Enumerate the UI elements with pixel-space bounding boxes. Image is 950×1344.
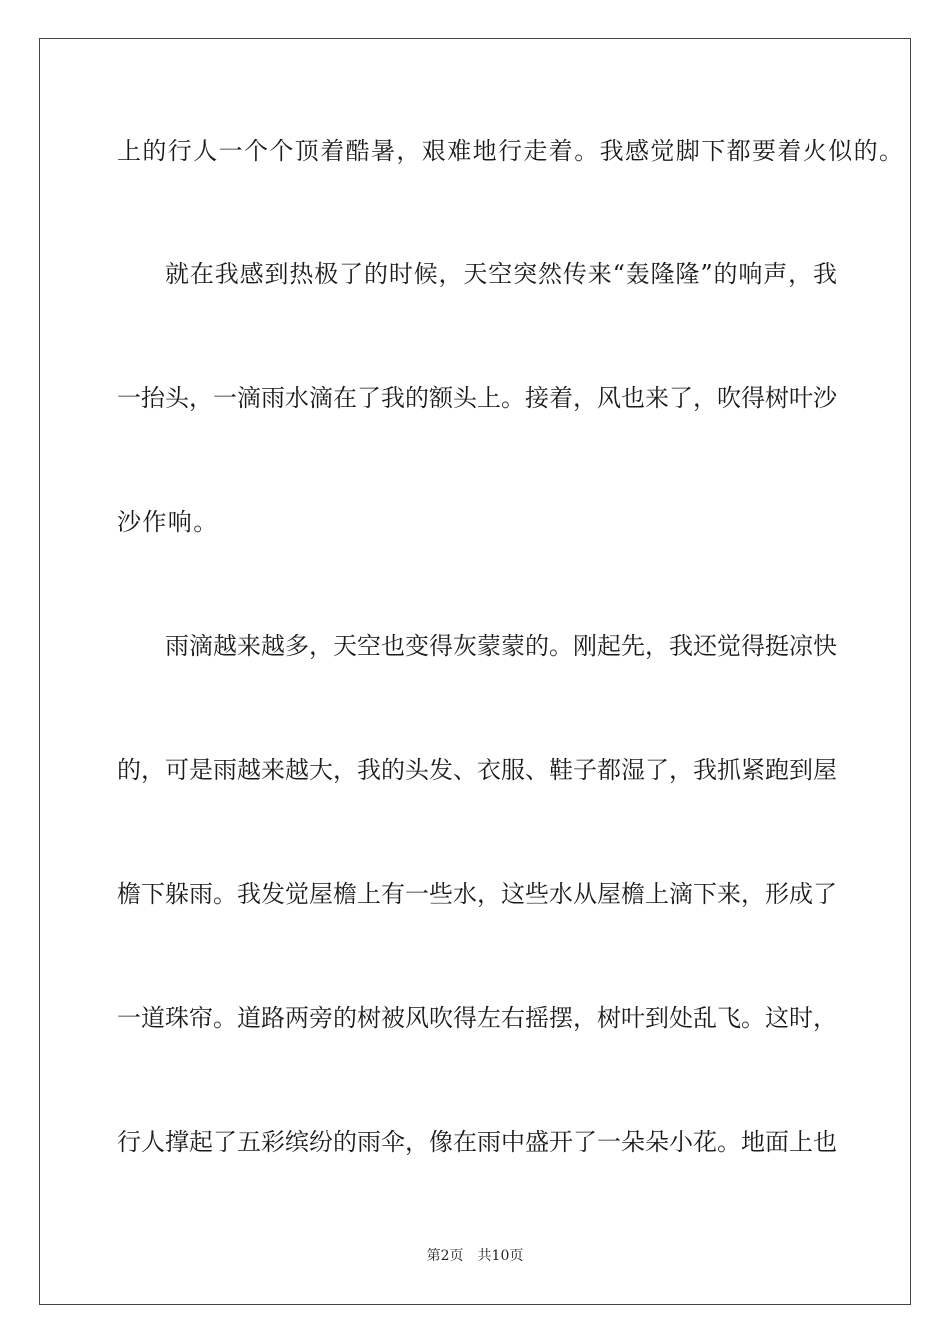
page-footer — [0, 1247, 950, 1265]
text-line: 雨滴越来越多，天空也变得灰蒙蒙的。刚起先，我还觉得挺凉快 — [165, 632, 837, 660]
text-line: 沙作响。 — [117, 508, 219, 536]
text-line: 檐下躲雨。我发觉屋檐上有一些水，这些水从屋檐上滴下来，形成了 — [117, 880, 837, 908]
page-number: 第2页 — [426, 1248, 464, 1264]
text-line: 一道珠帘。道路两旁的树被风吹得左右摇摆，树叶到处乱飞。这时， — [117, 1004, 837, 1032]
text-line: 的，可是雨越来越大，我的头发、衣服、鞋子都湿了，我抓紧跑到屋 — [117, 756, 837, 784]
text-line: 一抬头，一滴雨水滴在了我的额头上。接着，风也来了，吹得树叶沙 — [117, 384, 837, 412]
page-total: 共10页 — [477, 1248, 524, 1264]
text-line: 行人撑起了五彩缤纷的雨伞，像在雨中盛开了一朵朵小花。地面上也 — [117, 1128, 837, 1156]
page-border — [39, 38, 911, 1305]
text-line: 上的行人一个个顶着酷暑，艰难地行走着。我感觉脚下都要着火似的。 — [117, 137, 905, 165]
text-line: 就在我感到热极了的时候，天空突然传来“轰隆隆”的响声，我 — [165, 260, 837, 288]
